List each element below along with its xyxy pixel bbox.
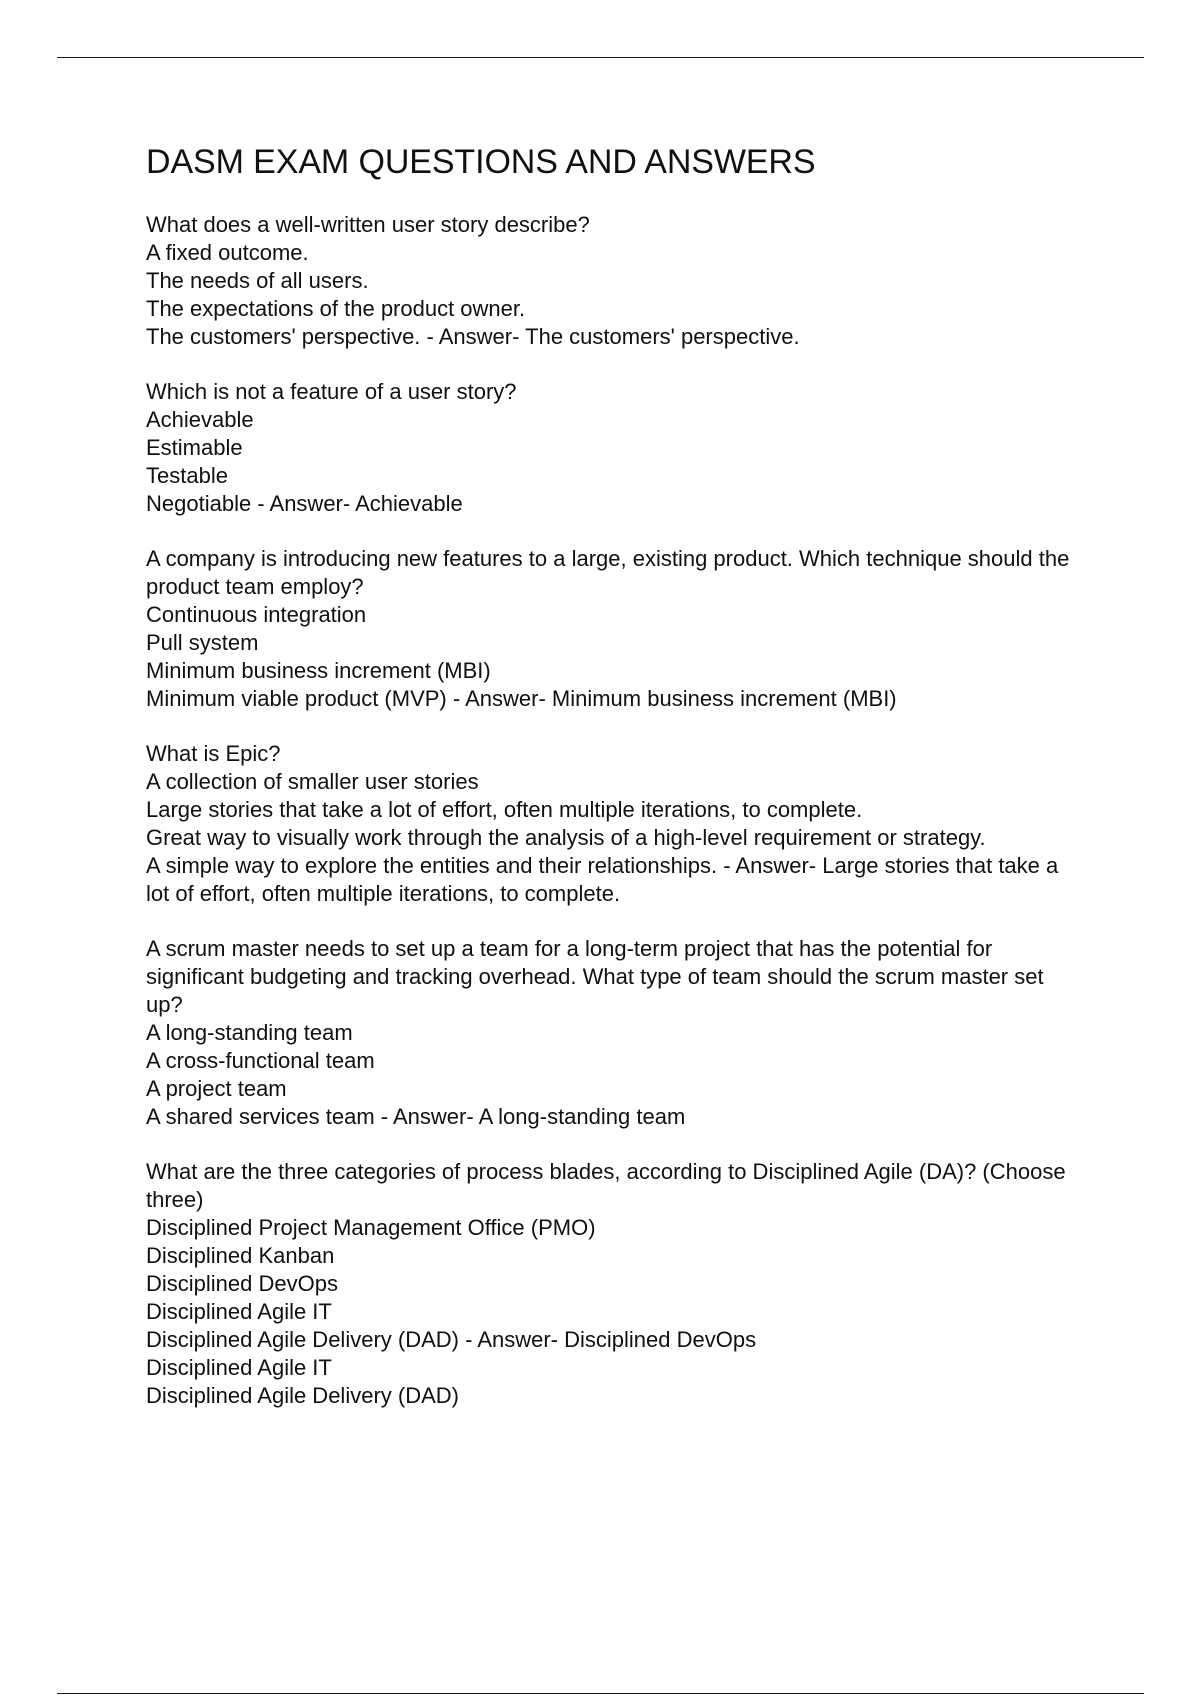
top-divider bbox=[57, 57, 1144, 58]
answer-option-with-answer: A simple way to explore the entities and their relationships. - Answer- Large stories that take a lot of effort, often multiple iterations, to complete. bbox=[146, 853, 1059, 906]
answer-option: Pull system bbox=[146, 630, 259, 655]
question-text: What is Epic? bbox=[146, 741, 281, 766]
question-text: Which is not a feature of a user story? bbox=[146, 379, 517, 404]
answer-option: Continuous integration bbox=[146, 602, 367, 627]
answer-option: Disciplined Agile Delivery (DAD) bbox=[146, 1383, 459, 1408]
bottom-divider bbox=[57, 1693, 1144, 1694]
answer-option: Estimable bbox=[146, 435, 243, 460]
answer-option: A cross-functional team bbox=[146, 1048, 375, 1073]
document-body bbox=[146, 140, 1086, 1437]
qa-block-5 bbox=[146, 935, 1086, 1131]
question-text: What does a well-written user story describe? bbox=[146, 212, 590, 237]
answer-option: Achievable bbox=[146, 407, 254, 432]
answer-option: A long-standing team bbox=[146, 1020, 353, 1045]
answer-option: Testable bbox=[146, 463, 228, 488]
answer-option: Great way to visually work through the analysis of a high-level requirement or strategy. bbox=[146, 825, 986, 850]
answer-option-with-answer: Disciplined Agile Delivery (DAD) - Answer- Disciplined DevOps bbox=[146, 1327, 757, 1352]
answer-option: Large stories that take a lot of effort, often multiple iterations, to complete. bbox=[146, 797, 863, 822]
answer-option-with-answer: Minimum viable product (MVP) - Answer- Minimum business increment (MBI) bbox=[146, 686, 897, 711]
answer-option-with-answer: Negotiable - Answer- Achievable bbox=[146, 491, 463, 516]
answer-option-with-answer: The customers' perspective. - Answer- The customers' perspective. bbox=[146, 324, 800, 349]
answer-option: The needs of all users. bbox=[146, 268, 369, 293]
answer-option: Disciplined Agile IT bbox=[146, 1355, 332, 1380]
answer-option: Disciplined DevOps bbox=[146, 1271, 338, 1296]
answer-option: The expectations of the product owner. bbox=[146, 296, 526, 321]
answer-option-with-answer: A shared services team - Answer- A long-standing team bbox=[146, 1104, 686, 1129]
answer-option: Disciplined Project Management Office (PMO) bbox=[146, 1215, 596, 1240]
qa-block-2 bbox=[146, 378, 1086, 518]
answer-option: Minimum business increment (MBI) bbox=[146, 658, 491, 683]
answer-option: A project team bbox=[146, 1076, 287, 1101]
answer-option: A fixed outcome. bbox=[146, 240, 309, 265]
qa-block-1 bbox=[146, 211, 1086, 351]
qa-block-4 bbox=[146, 740, 1086, 908]
qa-block-3 bbox=[146, 545, 1086, 713]
qa-block-6 bbox=[146, 1158, 1086, 1410]
answer-option: Disciplined Agile IT bbox=[146, 1299, 332, 1324]
question-text: What are the three categories of process blades, according to Disciplined Agile (DA)? (Choose three) bbox=[146, 1159, 1066, 1212]
answer-option: Disciplined Kanban bbox=[146, 1243, 335, 1268]
document-title: DASM EXAM QUESTIONS AND ANSWERS bbox=[146, 143, 816, 181]
question-text: A scrum master needs to set up a team for a long-term project that has the potential for significant budgeting and tracking overhead. What type of team should the scrum master set up? bbox=[146, 936, 1044, 1017]
answer-option: A collection of smaller user stories bbox=[146, 769, 479, 794]
question-text: A company is introducing new features to a large, existing product. Which technique should the product team employ? bbox=[146, 546, 1070, 599]
